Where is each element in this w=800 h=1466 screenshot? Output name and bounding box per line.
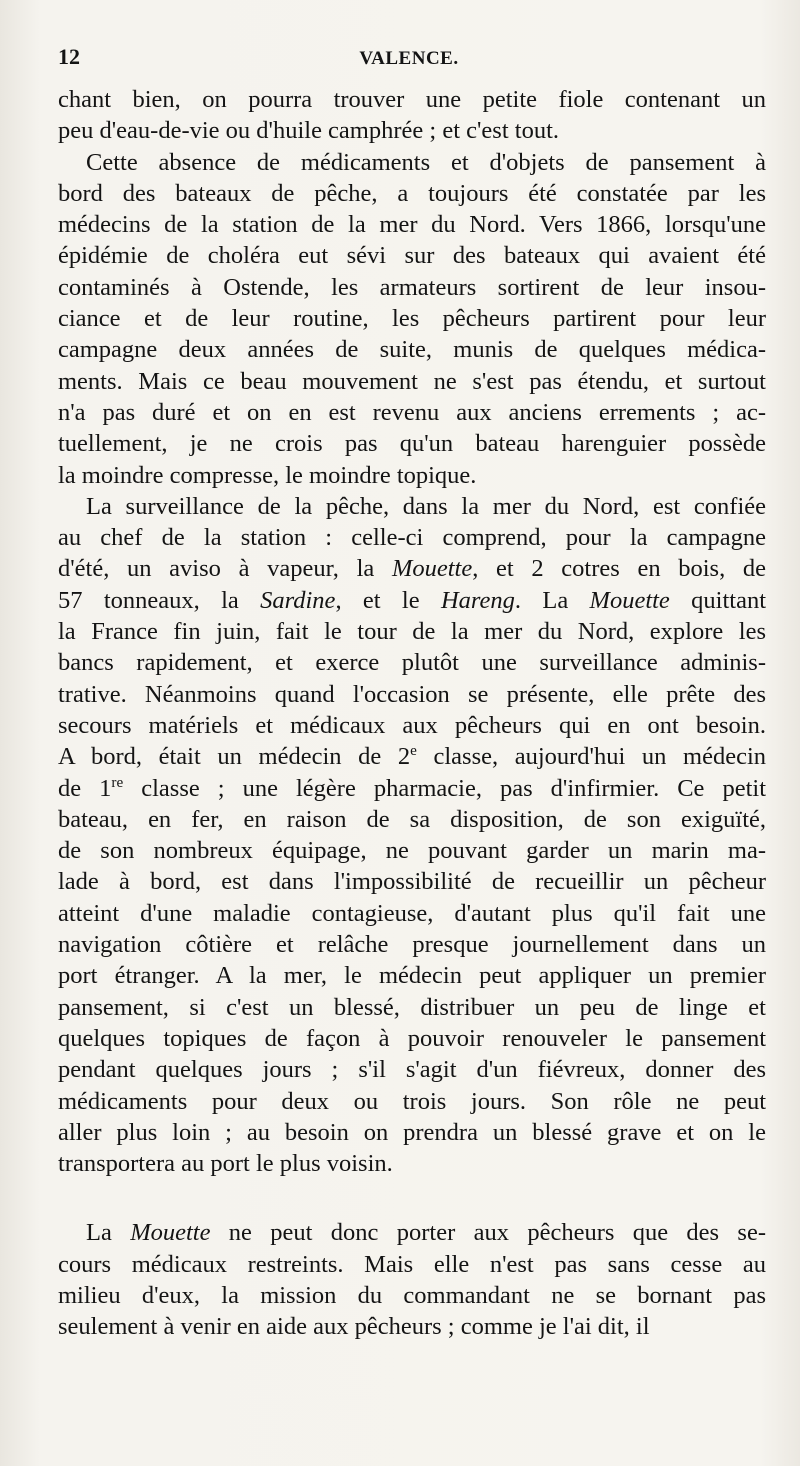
text-line [58, 460, 766, 491]
text-segment: épidémie de choléra eut sévi sur des bateaux qui avaient été [58, 242, 766, 270]
text-segment: classe ; une légère pharmacie, pas d'infirmier. Ce petit [123, 774, 766, 802]
text-segment: trative. Néanmoins quand l'occasion se présente, elle prête des [58, 680, 766, 708]
text-segment: de 1 [58, 774, 112, 802]
text-segment: transportera au port le plus voisin. [58, 1150, 393, 1178]
text-line [58, 773, 766, 804]
text-line [58, 1280, 766, 1311]
text-segment: au chef de la station : celle-ci comprend, pour la campagne [58, 524, 766, 552]
page-number: 12 [58, 44, 80, 69]
text-line [58, 428, 766, 459]
text-segment: classe, aujourd'hui un médecin [416, 743, 766, 771]
page-header [58, 40, 760, 76]
text-line [58, 1311, 766, 1342]
paragraph [58, 1217, 766, 1342]
text-segment: contaminés à Ostende, les armateurs sortirent de leur insou- [58, 273, 766, 301]
text-line [58, 710, 766, 741]
text-segment: lade à bord, est dans l'impossibilité de recueillir un pêcheur [58, 868, 766, 896]
text-line [58, 178, 766, 209]
text-segment: n'a pas duré et on en est revenu aux anciens errements ; ac- [58, 398, 766, 426]
text-line [58, 866, 766, 897]
text-segment: médecins de la station de la mer du Nord. Vers 1866, lorsqu'une [58, 211, 766, 239]
text-line [58, 960, 766, 991]
text-segment: bateau, en fer, en raison de sa disposition, de son exiguïté, [58, 805, 766, 833]
text-line [58, 835, 766, 866]
text-segment: atteint d'une maladie contagieuse, d'autant plus qu'il fait une [58, 899, 766, 927]
text-line [58, 1148, 766, 1179]
text-line [58, 1086, 766, 1117]
text-segment: navigation côtière et relâche presque journellement dans un [58, 931, 766, 959]
text-line [58, 898, 766, 929]
text-segment: la moindre compresse, le moindre topique. [58, 461, 477, 489]
text-line [58, 272, 766, 303]
text-segment: quittant [669, 586, 766, 614]
paragraph [58, 84, 766, 147]
text-line [58, 491, 766, 522]
text-line [58, 84, 766, 115]
text-segment: Cette absence de médicaments et d'objets de pansement à [86, 148, 766, 176]
ordinal-superscript: e [410, 742, 417, 760]
text-line [58, 1217, 766, 1248]
text-segment: ciance et de leur routine, les pêcheurs partirent pour leur [58, 305, 766, 333]
text-segment: aller plus loin ; au besoin on prendra un blessé grave et on le [58, 1118, 766, 1146]
text-line [58, 616, 766, 647]
text-line [58, 397, 766, 428]
text-line [58, 522, 766, 553]
italic-name: Mouette [391, 555, 473, 583]
text-segment: bancs rapidement, et exerce plutôt une surveillance adminis- [58, 649, 766, 677]
text-segment: 57 tonneaux, la [58, 586, 261, 614]
paragraph-gap [58, 1179, 766, 1217]
text-line [58, 804, 766, 835]
text-line [58, 553, 766, 584]
text-segment: chant bien, on pourra trouver une petite fiole contenant un [58, 86, 766, 113]
text-segment: port étranger. A la mer, le médecin peut appliquer un premier [58, 962, 766, 990]
text-segment: . La [514, 586, 590, 614]
text-segment: ne peut donc porter aux pêcheurs que des se- [210, 1219, 767, 1247]
text-segment: seulement à venir en aide aux pêcheurs ; comme je l'ai dit, il [58, 1313, 650, 1341]
running-head: VALENCE. [359, 48, 459, 69]
text-line [58, 679, 766, 710]
text-line [58, 1117, 766, 1148]
text-segment: campagne deux années de suite, munis de quelques médica- [58, 336, 766, 364]
text-segment: la France fin juin, fait le tour de la mer du Nord, explore les [58, 618, 766, 646]
text-segment: tuellement, je ne crois pas qu'un bateau harenguier possède [58, 430, 766, 458]
text-segment: , et 2 cotres en bois, de [472, 555, 766, 583]
text-line [58, 741, 766, 772]
text-line [58, 992, 766, 1023]
text-line [58, 1249, 766, 1280]
body-text [58, 84, 766, 1343]
text-segment: La [86, 1219, 131, 1247]
text-line [58, 929, 766, 960]
text-line [58, 115, 766, 146]
text-line [58, 1054, 766, 1085]
text-segment: ments. Mais ce beau mouvement ne s'est pas étendu, et surtout [58, 367, 766, 395]
text-segment: , et le [335, 586, 441, 614]
text-line [58, 147, 766, 178]
paragraph [58, 491, 766, 1180]
text-line [58, 366, 766, 397]
text-segment: secours matériels et médicaux aux pêcheurs qui en ont besoin. [58, 711, 766, 739]
italic-name: Hareng [440, 586, 515, 614]
text-line [58, 585, 766, 616]
italic-name: Sardine [260, 586, 336, 614]
text-segment: bord des bateaux de pêche, a toujours été constatée par les [58, 179, 766, 207]
text-segment: quelques topiques de façon à pouvoir renouveler le pansement [58, 1024, 766, 1052]
text-segment: peu d'eau-de-vie ou d'huile camphrée ; et c'est tout. [58, 117, 560, 145]
text-segment: milieu d'eux, la mission du commandant ne se bornant pas [58, 1281, 766, 1309]
text-segment: pendant quelques jours ; s'il s'agit d'un fiévreux, donner des [58, 1056, 766, 1084]
text-segment: d'été, un aviso à vapeur, la [58, 555, 392, 583]
text-segment: La surveillance de la pêche, dans la mer du Nord, est confiée [86, 492, 766, 520]
text-line [58, 334, 766, 365]
text-segment: pansement, si c'est un blessé, distribuer un peu de linge et [58, 993, 766, 1021]
text-segment: médicaments pour deux ou trois jours. Son rôle ne peut [58, 1087, 766, 1115]
text-line [58, 1023, 766, 1054]
text-line [58, 647, 766, 678]
text-line [58, 303, 766, 334]
text-line [58, 240, 766, 271]
text-segment: de son nombreux équipage, ne pouvant garder un marin ma- [58, 837, 766, 865]
text-line [58, 209, 766, 240]
italic-name: Mouette [130, 1219, 211, 1247]
paragraph [58, 147, 766, 491]
italic-name: Mouette [589, 586, 670, 614]
text-segment: A bord, était un médecin de 2 [58, 743, 411, 771]
ordinal-superscript: re [111, 773, 124, 791]
text-segment: cours médicaux restreints. Mais elle n'est pas sans cesse au [58, 1250, 766, 1278]
